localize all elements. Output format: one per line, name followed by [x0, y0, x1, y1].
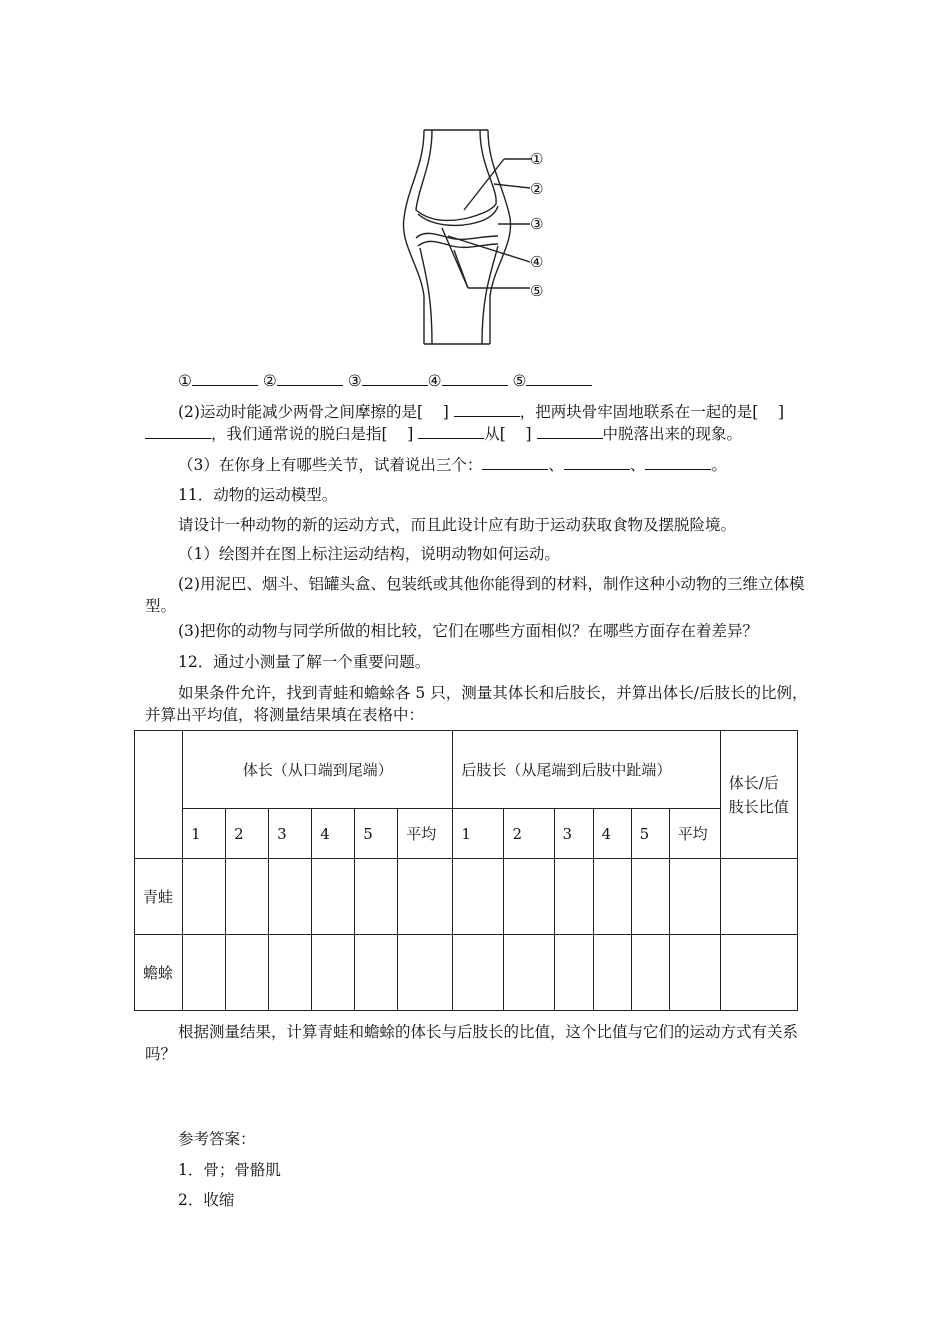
q11-part2: (2)用泥巴、烟斗、铝罐头盒、包装纸或其他你能得到的材料，制作这种小动物的三维立体模型。 — [145, 575, 805, 615]
col-header: 4 — [312, 809, 355, 859]
measurement-table — [134, 730, 798, 1011]
answer-1: 1．骨；骨骼肌 — [178, 1161, 281, 1179]
joint-diagram — [380, 126, 560, 348]
header-limb-length: 后肢长（从尾端到后肢中趾端） — [453, 731, 720, 809]
col-header: 5 — [355, 809, 398, 859]
q11-title: 11．动物的运动模型。 — [178, 486, 338, 504]
col-header: 3 — [554, 809, 593, 859]
row-header-frog: 青蛙 — [135, 859, 183, 935]
table-row — [135, 935, 798, 1011]
col-header: 1 — [453, 809, 504, 859]
table-row — [135, 859, 798, 935]
col-header: 4 — [593, 809, 631, 859]
header-ratio: 体长/后肢长比值 — [720, 731, 797, 859]
row-header-toad: 蟾蜍 — [135, 935, 183, 1011]
q11-part3: (3)把你的动物与同学所做的相比较，它们在哪些方面相似？在哪些方面存在着差异？ — [178, 622, 758, 640]
col-header: 2 — [226, 809, 269, 859]
labels-fill-line: ① ② ③ ④ ⑤ — [178, 370, 842, 392]
q11-intro: 请设计一种动物的新的运动方式，而且此设计应有助于运动获取食物及摆脱险境。 — [178, 516, 737, 534]
answer-2: 2．收缩 — [178, 1191, 235, 1209]
figure-label-1: ① — [530, 150, 544, 168]
q10-part3: （3）在你身上有哪些关节，试着说出三个： 、 、 。 — [178, 456, 727, 474]
col-header: 5 — [631, 809, 669, 859]
col-header: 3 — [269, 809, 312, 859]
col-header: 2 — [504, 809, 554, 859]
answers-title: 参考答案： — [178, 1130, 256, 1148]
q12-title: 12．通过小测量了解一个重要问题。 — [178, 653, 431, 671]
table-corner-cell — [135, 731, 183, 859]
figure-label-5: ⑤ — [530, 282, 544, 300]
header-body-length: 体长（从口端到尾端） — [183, 731, 453, 809]
figure-label-3: ③ — [530, 215, 544, 233]
figure-label-2: ② — [530, 180, 544, 198]
figure-label-4: ④ — [530, 253, 544, 271]
q12-outro: 根据测量结果，计算青蛙和蟾蜍的体长与后肢长的比值，这个比值与它们的运动方式有关系吗？ — [145, 1023, 799, 1063]
q12-intro: 如果条件允许，找到青蛙和蟾蜍各 5 只，测量其体长和后肢长，并算出体长/后肢长的比例，并算出平均值，将测量结果填在表格中： — [145, 684, 808, 724]
q10-part2: (2)运动时能减少两骨之间摩擦的是[ ] ，把两块骨牢固地联系在一起的是[ ] ，我们通常说的脱臼是指[ ] 从[ ] 中脱落出来的现象。 — [145, 401, 809, 445]
q11-part1: （1）绘图并在图上标注运动结构，说明动物如何运动。 — [178, 545, 560, 563]
col-header: 1 — [183, 809, 226, 859]
col-header: 平均 — [398, 809, 453, 859]
col-header: 平均 — [669, 809, 720, 859]
